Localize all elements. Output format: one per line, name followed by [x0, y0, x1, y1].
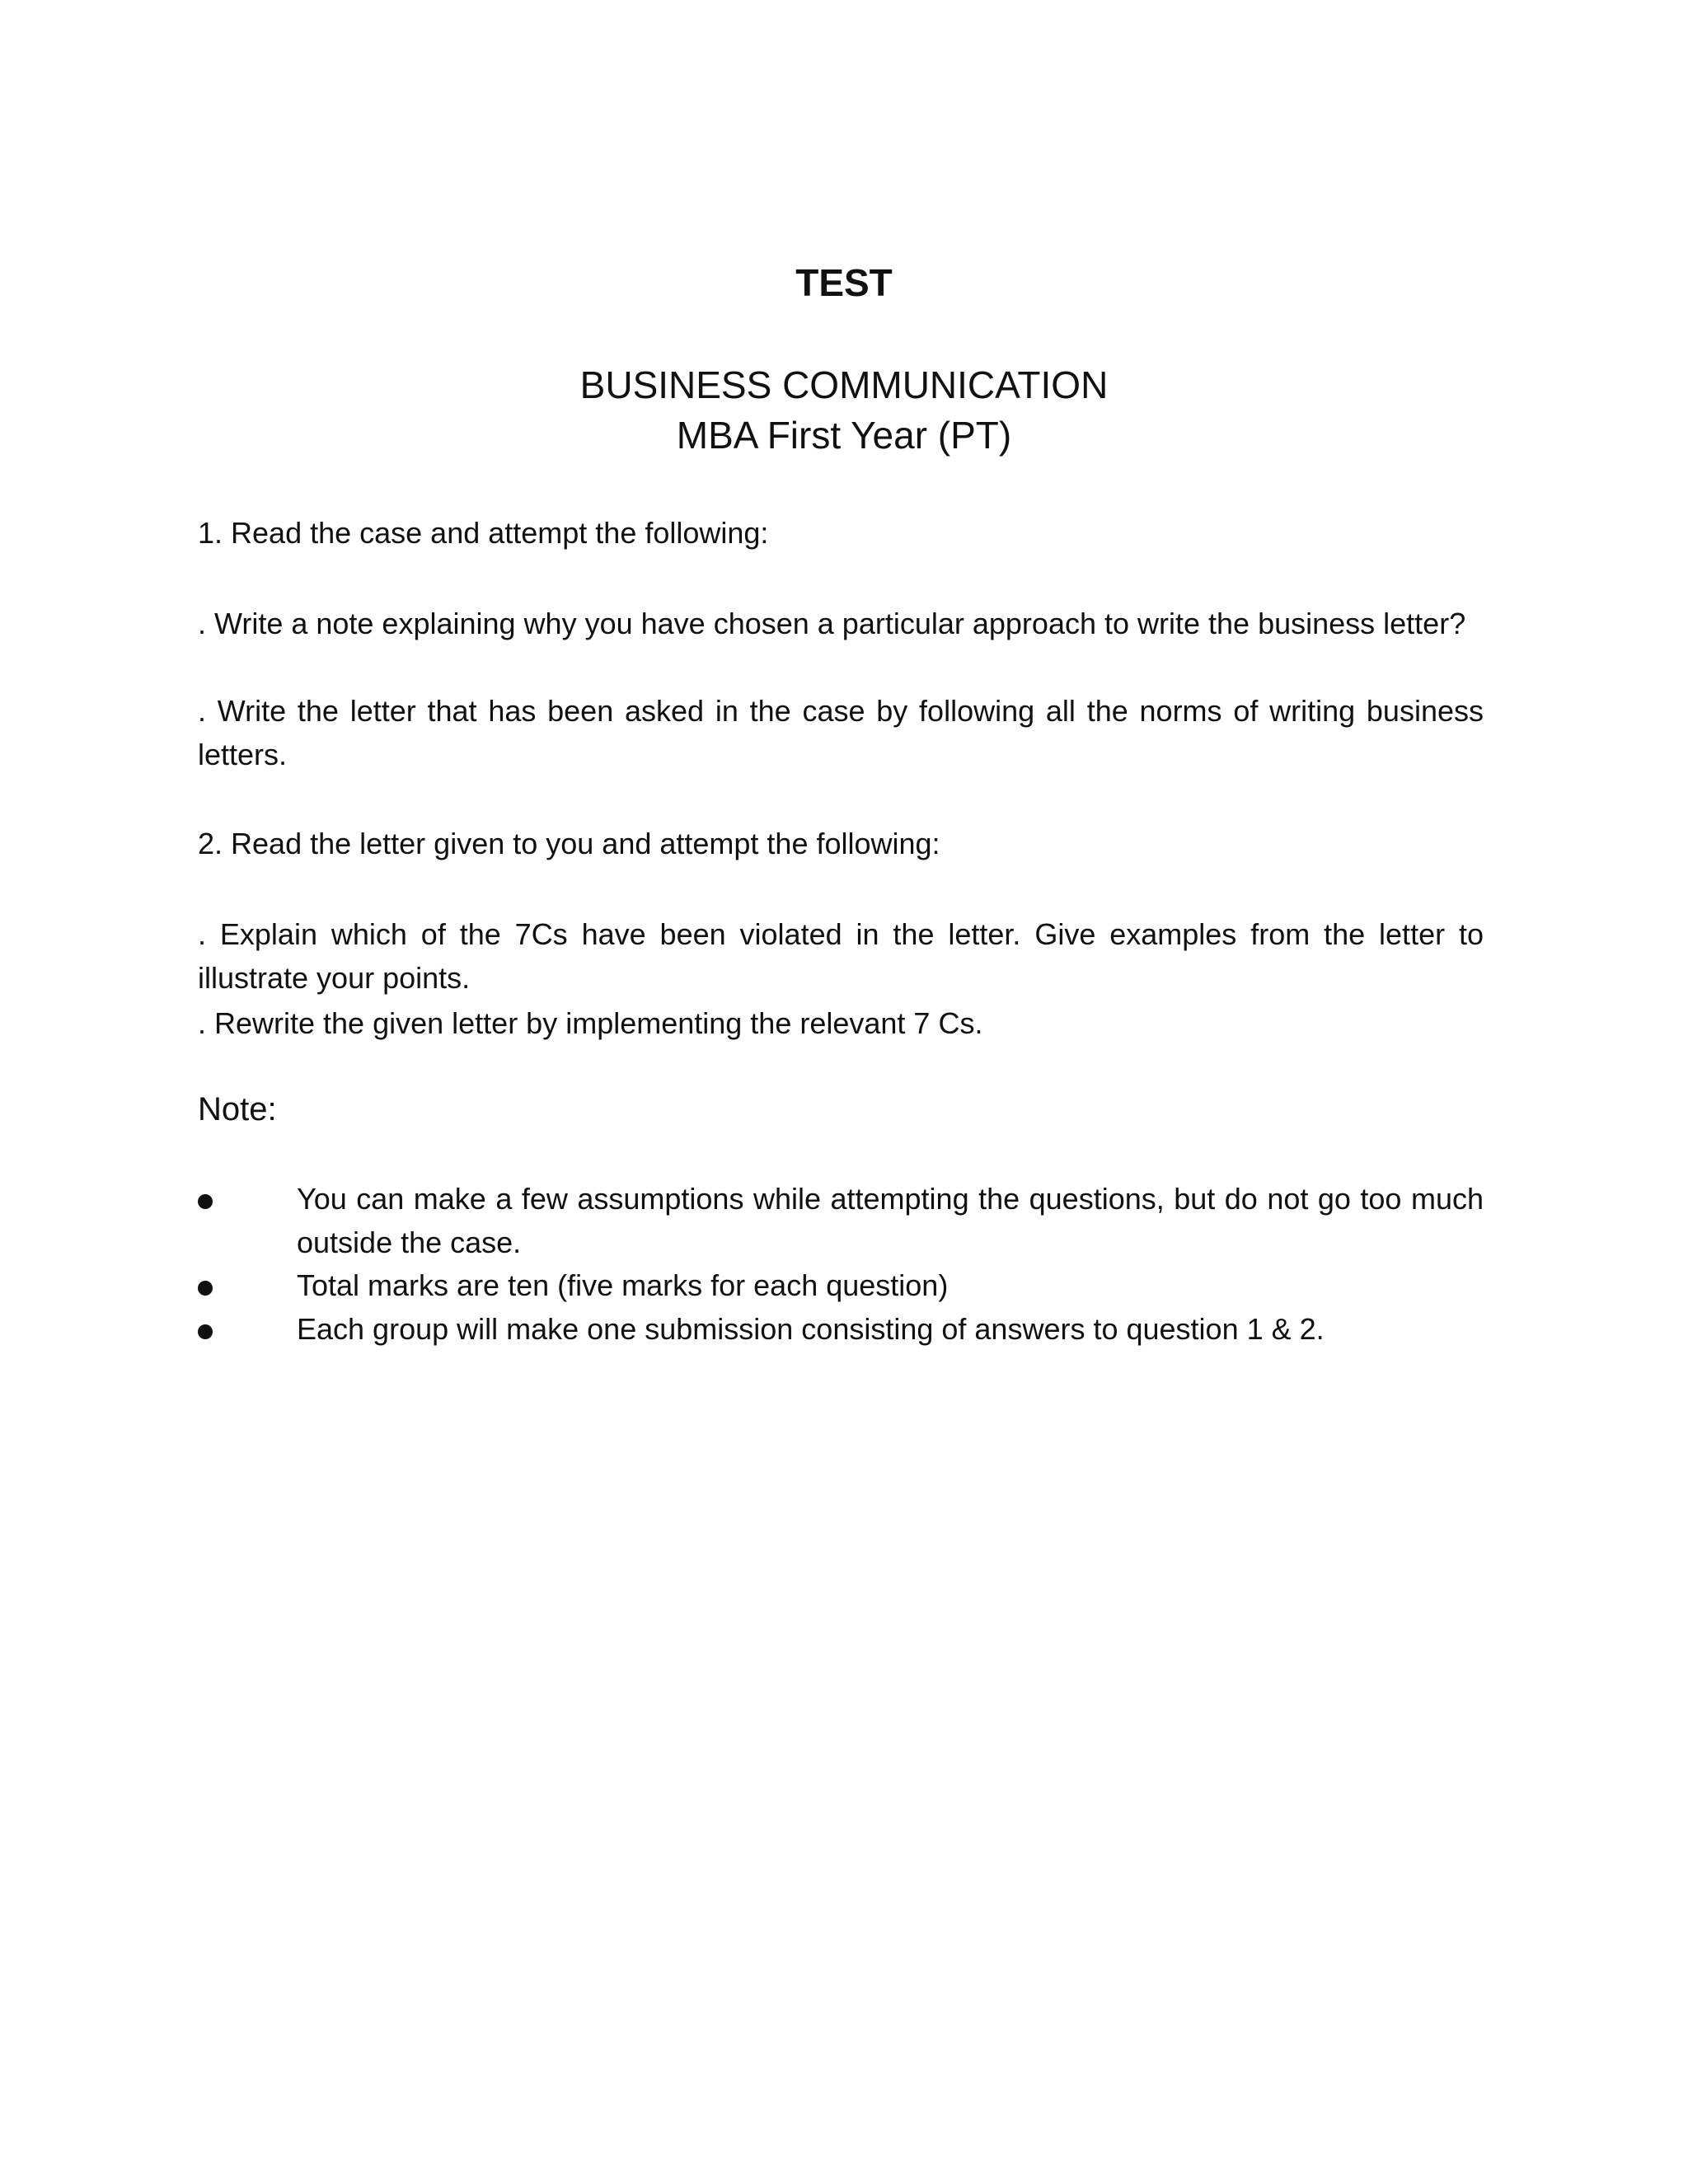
question-1-item-1: . Write a note explaining why you have chosen a particular approach to write the business letter? [198, 607, 1466, 640]
document-title: TEST [795, 261, 893, 304]
question-2-item-1: . Explain which of the 7Cs have been violated in the letter. Give examples from the letter to illustrate your points. [198, 917, 1484, 995]
question-1-heading: 1. Read the case and attempt the following: [198, 516, 769, 550]
bullet-icon [198, 1194, 213, 1209]
bullet-icon [198, 1324, 213, 1339]
question-2-heading: 2. Read the letter given to you and attempt the following: [198, 827, 940, 860]
program-name: MBA First Year (PT) [676, 414, 1012, 457]
note-bullet-text: Each group will make one submission consisting of answers to question 1 & 2. [297, 1312, 1325, 1346]
bullet-icon [198, 1281, 213, 1296]
note-bullet-text: You can make a few assumptions while attempting the questions, but do not go too much outside the case. [297, 1182, 1484, 1259]
question-2-item-2: . Rewrite the given letter by implementing the relevant 7 Cs. [198, 1006, 983, 1040]
question-1-item-2: . Write the letter that has been asked in the case by following all the norms of writing business letters. [198, 694, 1484, 771]
course-name: BUSINESS COMMUNICATION [579, 363, 1109, 406]
note-bullet-text: Total marks are ten (five marks for each question) [297, 1268, 949, 1302]
note-heading: Note: [198, 1091, 277, 1127]
